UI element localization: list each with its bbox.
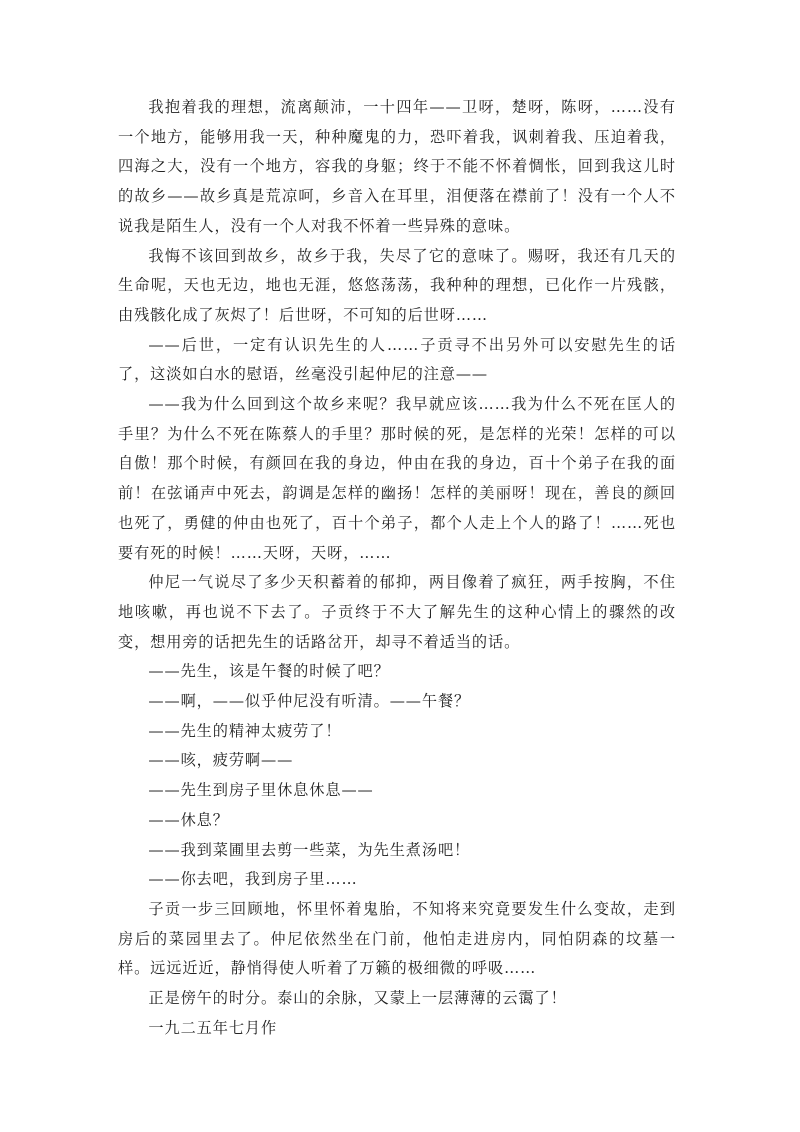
dialogue-line-7: ——我到菜圃里去剪一些菜，为先生煮汤吧！	[148, 840, 471, 859]
paragraph-4: ——我为什么回到这个故乡来呢？我早就应该……我为什么不死在匡人的手里？为什么不死在陈蔡人的手里？那时候的死，是怎样的光荣！怎样的可以自傲！那个时候，有颜回在我的身边，仲由在我的身边，百十个弟子在我的面前！在弦诵声中死去，韵调是怎样的幽扬！怎样的美丽呀！现在，善良的颜回也死了，勇健的仲由也死了，百十个弟子，都个人走上个人的路了！……死也要有死的时候！……天呀，天呀，……	[118, 395, 676, 562]
paragraph-3: ——后世，一定有认识先生的人……子贡寻不出另外可以安慰先生的话了，这淡如白水的慰语，丝毫没引起仲尼的注意——	[118, 335, 676, 384]
document-page	[118, 93, 676, 1044]
paragraph-2: 我悔不该回到故乡，故乡于我，失尽了它的意味了。赐呀，我还有几天的生命呢，天也无边，地也无涯，悠悠荡荡，我种种的理想，已化作一片残骸，由残骸化成了灰烬了！后世呀，不可知的后世呀……	[118, 246, 676, 324]
dialogue-line-2: ——啊，——似乎仲尼没有听清。——午餐？	[148, 692, 471, 711]
paragraph-6: 子贡一步三回顾地，怀里怀着鬼胎，不知将来究竟要发生什么变故，走到房后的菜园里去了。仲尼依然坐在门前，他怕走进房内，同怕阴森的坟墓一样。远远近近，静悄得使人听着了万籁的极细微的呼吸……	[118, 899, 676, 978]
dialogue-line-6: ——休息？	[148, 810, 229, 829]
dialogue-line-1: ——先生，该是午餐的时候了吧？	[148, 662, 390, 681]
paragraph-7: 正是傍午的时分。泰山的余脉，又蒙上一层薄薄的云霭了！	[148, 989, 567, 1008]
paragraph-1: 我抱着我的理想，流离颠沛，一十四年——卫呀，楚呀，陈呀，……没有一个地方，能够用我一天，种种魔鬼的力，恐吓着我，讽刺着我、压迫着我，四海之大，没有一个地方，容我的身躯；终于不能不怀着惆怅，回到我这儿时的故乡——故乡真是荒凉呵，乡音入在耳里，泪便落在襟前了！没有一个人不说我是陌生人，没有一个人对我不怀着一些异殊的意味。	[118, 98, 676, 235]
date-signature: 一九二五年七月作	[148, 1018, 278, 1037]
dialogue-line-8: ——你去吧，我到房子里……	[148, 870, 358, 889]
dialogue-line-3: ——先生的精神太疲劳了！	[148, 721, 342, 740]
dialogue-line-4: ——咳，疲劳啊——	[148, 751, 294, 770]
paragraph-5: 仲尼一气说尽了多少天积蓄着的郁抑，两目像着了疯狂，两手按胸，不住地咳嗽，再也说不下去了。子贡终于不大了解先生的这种心情上的骤然的改变，想用旁的话把先生的话路岔开，却寻不着适当的话。	[118, 573, 676, 651]
dialogue-line-5: ——先生到房子里休息休息——	[148, 781, 374, 800]
